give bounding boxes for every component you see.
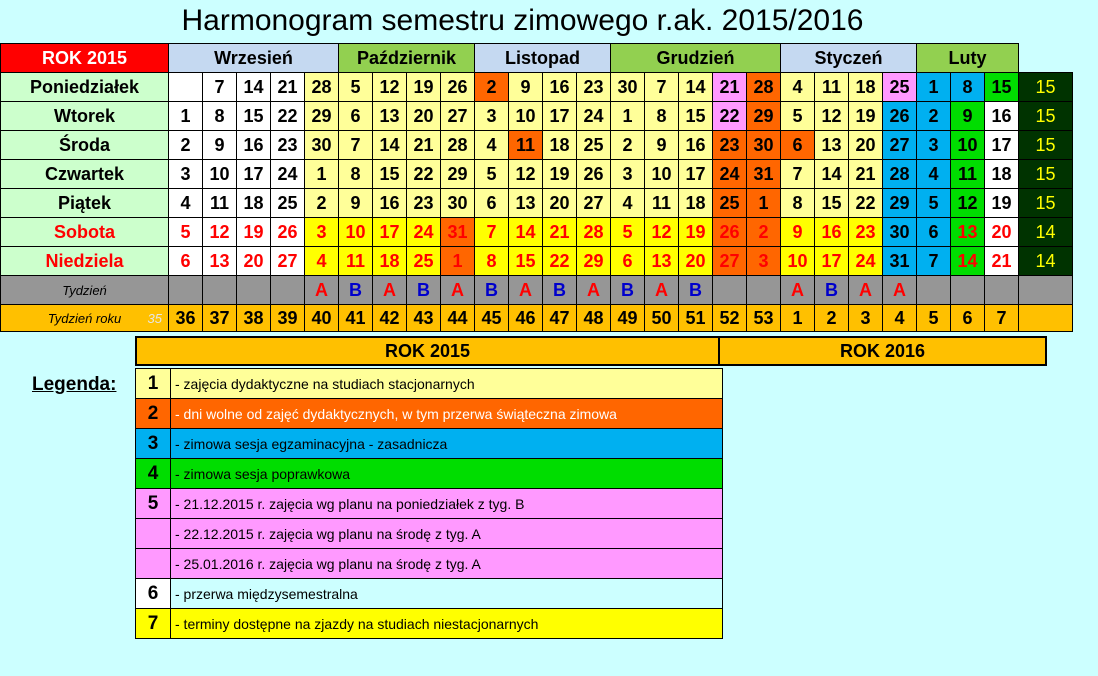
legend-text: - przerwa międzysemestralna <box>171 579 723 609</box>
day-cell: 13 <box>815 131 849 160</box>
day-cell: 31 <box>747 160 781 189</box>
day-cell: 15 <box>815 189 849 218</box>
week-type-cell: A <box>509 276 543 305</box>
day-cell: 25 <box>713 189 747 218</box>
day-cell: 28 <box>883 160 917 189</box>
day-cell: 30 <box>883 218 917 247</box>
legend-item <box>136 609 723 639</box>
day-cell: 28 <box>747 73 781 102</box>
day-row <box>1 247 1073 276</box>
day-cell: 17 <box>985 131 1019 160</box>
day-cell: 18 <box>679 189 713 218</box>
week-number-cell: 6 <box>951 305 985 332</box>
day-cell: 21 <box>713 73 747 102</box>
day-cell: 2 <box>917 102 951 131</box>
day-cell: 29 <box>883 189 917 218</box>
legend-table <box>135 368 723 639</box>
week-type-cell: A <box>577 276 611 305</box>
week-number-cell: 39 <box>271 305 305 332</box>
legend-item <box>136 369 723 399</box>
day-cell: 19 <box>237 218 271 247</box>
day-cell: 12 <box>645 218 679 247</box>
legend-item <box>136 459 723 489</box>
week-number-label <box>1 305 169 332</box>
day-cell: 20 <box>985 218 1019 247</box>
day-cell: 12 <box>373 73 407 102</box>
day-cell: 5 <box>339 73 373 102</box>
day-cell: 11 <box>815 73 849 102</box>
day-cell: 17 <box>543 102 577 131</box>
week-number-cell: 51 <box>679 305 713 332</box>
day-cell: 7 <box>475 218 509 247</box>
day-cell: 13 <box>645 247 679 276</box>
day-cell: 8 <box>339 160 373 189</box>
week-type-cell: B <box>815 276 849 305</box>
day-cell: 20 <box>849 131 883 160</box>
calendar-table <box>0 43 1073 332</box>
legend-number: 6 <box>136 579 171 609</box>
legend-text: - 22.12.2015 r. zajęcia wg planu na środę z tyg. A <box>171 519 723 549</box>
day-cell: 21 <box>849 160 883 189</box>
day-cell: 19 <box>679 218 713 247</box>
day-cell: 12 <box>951 189 985 218</box>
day-cell: 1 <box>169 102 203 131</box>
day-cell: 27 <box>883 131 917 160</box>
day-cell: 8 <box>645 102 679 131</box>
day-cell: 8 <box>475 247 509 276</box>
week-type-cell: B <box>475 276 509 305</box>
day-cell: 25 <box>271 189 305 218</box>
day-cell: 11 <box>203 189 237 218</box>
day-cell: 27 <box>577 189 611 218</box>
day-cell: 28 <box>441 131 475 160</box>
day-cell: 22 <box>849 189 883 218</box>
day-cell: 25 <box>577 131 611 160</box>
day-cell: 29 <box>577 247 611 276</box>
legend-text: - zajęcia dydaktyczne na studiach stacjonarnych <box>171 369 723 399</box>
week-number-cell: 42 <box>373 305 407 332</box>
week-type-cell <box>985 276 1019 305</box>
day-cell: 31 <box>883 247 917 276</box>
day-name: Niedziela <box>1 247 169 276</box>
day-cell: 22 <box>543 247 577 276</box>
day-cell: 19 <box>543 160 577 189</box>
day-cell: 6 <box>475 189 509 218</box>
week-number-hidden: 35 <box>147 310 162 326</box>
day-cell: 17 <box>237 160 271 189</box>
day-cell: 15 <box>237 102 271 131</box>
day-row <box>1 73 1073 102</box>
legend-item <box>136 429 723 459</box>
day-cell: 27 <box>271 247 305 276</box>
day-cell: 24 <box>849 247 883 276</box>
day-cell: 27 <box>441 102 475 131</box>
day-cell: 8 <box>781 189 815 218</box>
day-cell: 1 <box>917 73 951 102</box>
day-cell: 18 <box>985 160 1019 189</box>
day-cell: 9 <box>781 218 815 247</box>
semester-total: 15 <box>1019 102 1073 131</box>
day-cell: 2 <box>169 131 203 160</box>
week-number-cell: 45 <box>475 305 509 332</box>
day-cell: 26 <box>577 160 611 189</box>
day-cell: 30 <box>611 73 645 102</box>
week-number-cell: 3 <box>849 305 883 332</box>
legend-number: 3 <box>136 429 171 459</box>
day-cell: 22 <box>271 102 305 131</box>
day-cell: 13 <box>951 218 985 247</box>
week-number-cell: 5 <box>917 305 951 332</box>
day-cell: 21 <box>985 247 1019 276</box>
week-type-cell <box>237 276 271 305</box>
day-cell: 16 <box>237 131 271 160</box>
day-cell: 10 <box>645 160 679 189</box>
year-label: ROK 2015 <box>1 44 169 73</box>
day-cell: 3 <box>305 218 339 247</box>
day-cell: 6 <box>169 247 203 276</box>
day-cell: 16 <box>985 102 1019 131</box>
day-name: Piątek <box>1 189 169 218</box>
day-cell: 9 <box>951 102 985 131</box>
week-number-row <box>1 305 1073 332</box>
week-number-cell: 46 <box>509 305 543 332</box>
day-cell: 28 <box>305 73 339 102</box>
week-type-cell: B <box>407 276 441 305</box>
week-type-cell: B <box>339 276 373 305</box>
week-number-cell: 47 <box>543 305 577 332</box>
day-cell: 8 <box>951 73 985 102</box>
legend-text: - zimowa sesja egzaminacyjna - zasadnicza <box>171 429 723 459</box>
day-cell: 9 <box>203 131 237 160</box>
legend-text: - dni wolne od zajęć dydaktycznych, w tym przerwa świąteczna zimowa <box>171 399 723 429</box>
day-cell <box>169 73 203 102</box>
day-cell: 5 <box>917 189 951 218</box>
month-header: Styczeń <box>781 44 917 73</box>
day-cell: 21 <box>407 131 441 160</box>
day-cell: 7 <box>645 73 679 102</box>
week-number-cell: 2 <box>815 305 849 332</box>
day-cell: 11 <box>339 247 373 276</box>
day-cell: 16 <box>815 218 849 247</box>
semester-total: 14 <box>1019 247 1073 276</box>
legend-number <box>136 549 171 579</box>
day-cell: 23 <box>849 218 883 247</box>
day-cell: 14 <box>237 73 271 102</box>
month-header-row <box>1 44 1073 73</box>
day-cell: 29 <box>305 102 339 131</box>
day-cell: 24 <box>713 160 747 189</box>
day-cell: 19 <box>985 189 1019 218</box>
day-cell: 18 <box>849 73 883 102</box>
legend-item <box>136 549 723 579</box>
week-type-cell <box>271 276 305 305</box>
day-cell: 24 <box>577 102 611 131</box>
week-type-cell <box>951 276 985 305</box>
day-cell: 20 <box>543 189 577 218</box>
month-header: Październik <box>339 44 475 73</box>
day-cell: 13 <box>373 102 407 131</box>
week-type-cell: B <box>679 276 713 305</box>
week-type-blank <box>1019 276 1073 305</box>
day-cell: 11 <box>951 160 985 189</box>
day-cell: 9 <box>509 73 543 102</box>
week-number-cell: 40 <box>305 305 339 332</box>
day-cell: 25 <box>883 73 917 102</box>
legend-number: 2 <box>136 399 171 429</box>
day-cell: 30 <box>305 131 339 160</box>
day-cell: 23 <box>271 131 305 160</box>
day-cell: 4 <box>917 160 951 189</box>
week-type-cell <box>713 276 747 305</box>
day-cell: 21 <box>543 218 577 247</box>
legend-title: Legenda: <box>32 374 117 395</box>
day-cell: 1 <box>747 189 781 218</box>
month-header: Luty <box>917 44 1019 73</box>
day-cell: 31 <box>441 218 475 247</box>
legend-number: 7 <box>136 609 171 639</box>
day-cell: 6 <box>781 131 815 160</box>
day-cell: 22 <box>407 160 441 189</box>
month-header: Grudzień <box>611 44 781 73</box>
day-cell: 4 <box>781 73 815 102</box>
day-cell: 26 <box>883 102 917 131</box>
day-cell: 10 <box>781 247 815 276</box>
legend-number: 1 <box>136 369 171 399</box>
day-cell: 15 <box>373 160 407 189</box>
day-cell: 29 <box>441 160 475 189</box>
week-number-cell: 1 <box>781 305 815 332</box>
day-cell: 16 <box>679 131 713 160</box>
week-number-cell: 50 <box>645 305 679 332</box>
day-row <box>1 218 1073 247</box>
day-cell: 14 <box>815 160 849 189</box>
day-cell: 7 <box>781 160 815 189</box>
week-number-cell: 52 <box>713 305 747 332</box>
week-number-blank <box>1019 305 1073 332</box>
day-name: Wtorek <box>1 102 169 131</box>
day-cell: 12 <box>815 102 849 131</box>
week-number-cell: 7 <box>985 305 1019 332</box>
week-type-cell <box>169 276 203 305</box>
day-name: Czwartek <box>1 160 169 189</box>
day-cell: 26 <box>271 218 305 247</box>
semester-total: 15 <box>1019 160 1073 189</box>
day-cell: 10 <box>203 160 237 189</box>
day-cell: 17 <box>815 247 849 276</box>
day-cell: 13 <box>203 247 237 276</box>
legend-text: - zimowa sesja poprawkowa <box>171 459 723 489</box>
header-blank <box>1019 44 1073 73</box>
day-cell: 3 <box>747 247 781 276</box>
legend-number: 4 <box>136 459 171 489</box>
day-cell: 20 <box>407 102 441 131</box>
day-cell: 6 <box>339 102 373 131</box>
day-cell: 18 <box>373 247 407 276</box>
day-cell: 1 <box>305 160 339 189</box>
day-cell: 21 <box>271 73 305 102</box>
day-cell: 6 <box>611 247 645 276</box>
day-cell: 14 <box>679 73 713 102</box>
week-number-cell: 43 <box>407 305 441 332</box>
week-number-cell: 38 <box>237 305 271 332</box>
day-name: Sobota <box>1 218 169 247</box>
day-cell: 14 <box>509 218 543 247</box>
day-cell: 18 <box>237 189 271 218</box>
legend-item <box>136 579 723 609</box>
day-cell: 2 <box>305 189 339 218</box>
legend-item <box>136 489 723 519</box>
day-cell: 19 <box>849 102 883 131</box>
day-cell: 5 <box>781 102 815 131</box>
week-type-cell: A <box>781 276 815 305</box>
semester-total: 15 <box>1019 73 1073 102</box>
legend-item <box>136 519 723 549</box>
day-cell: 7 <box>339 131 373 160</box>
week-number-cell: 37 <box>203 305 237 332</box>
day-cell: 18 <box>543 131 577 160</box>
day-cell: 7 <box>917 247 951 276</box>
week-type-cell <box>917 276 951 305</box>
day-cell: 3 <box>611 160 645 189</box>
day-cell: 14 <box>373 131 407 160</box>
week-number-cell: 53 <box>747 305 781 332</box>
day-cell: 3 <box>917 131 951 160</box>
day-cell: 7 <box>203 73 237 102</box>
day-cell: 10 <box>509 102 543 131</box>
day-cell: 19 <box>407 73 441 102</box>
week-type-cell: A <box>883 276 917 305</box>
day-cell: 4 <box>169 189 203 218</box>
day-cell: 15 <box>679 102 713 131</box>
day-cell: 2 <box>611 131 645 160</box>
semester-total: 15 <box>1019 189 1073 218</box>
day-cell: 25 <box>407 247 441 276</box>
day-row <box>1 131 1073 160</box>
week-type-cell: A <box>305 276 339 305</box>
legend-number: 5 <box>136 489 171 519</box>
week-type-row <box>1 276 1073 305</box>
day-cell: 13 <box>509 189 543 218</box>
day-cell: 5 <box>611 218 645 247</box>
day-cell: 23 <box>577 73 611 102</box>
day-cell: 28 <box>577 218 611 247</box>
day-cell: 17 <box>373 218 407 247</box>
week-number-cell: 41 <box>339 305 373 332</box>
week-number-cell: 49 <box>611 305 645 332</box>
week-type-cell: B <box>611 276 645 305</box>
week-type-cell: A <box>373 276 407 305</box>
day-cell: 2 <box>475 73 509 102</box>
day-cell: 1 <box>611 102 645 131</box>
day-cell: 4 <box>475 131 509 160</box>
day-cell: 14 <box>951 247 985 276</box>
day-cell: 27 <box>713 247 747 276</box>
semester-total: 14 <box>1019 218 1073 247</box>
day-cell: 5 <box>169 218 203 247</box>
day-cell: 9 <box>645 131 679 160</box>
day-cell: 16 <box>373 189 407 218</box>
month-header: Wrzesień <box>169 44 339 73</box>
legend-text: - 21.12.2015 r. zajęcia wg planu na poniedziałek z tyg. B <box>171 489 723 519</box>
year-bar-2015: ROK 2015 <box>135 336 720 366</box>
day-cell: 1 <box>441 247 475 276</box>
week-number-cell: 48 <box>577 305 611 332</box>
week-number-cell: 36 <box>169 305 203 332</box>
day-cell: 24 <box>271 160 305 189</box>
week-type-cell: B <box>543 276 577 305</box>
day-cell: 30 <box>747 131 781 160</box>
day-cell: 2 <box>747 218 781 247</box>
legend-number <box>136 519 171 549</box>
legend-text: - 25.01.2016 r. zajęcia wg planu na środę z tyg. A <box>171 549 723 579</box>
legend-text: - terminy dostępne na zjazdy na studiach niestacjonarnych <box>171 609 723 639</box>
day-cell: 11 <box>645 189 679 218</box>
week-number-cell: 44 <box>441 305 475 332</box>
day-name: Poniedziałek <box>1 73 169 102</box>
day-row <box>1 189 1073 218</box>
day-cell: 23 <box>407 189 441 218</box>
day-name: Środa <box>1 131 169 160</box>
legend-item <box>136 399 723 429</box>
day-cell: 8 <box>203 102 237 131</box>
month-header: Listopad <box>475 44 611 73</box>
week-type-cell: A <box>645 276 679 305</box>
day-cell: 12 <box>509 160 543 189</box>
day-cell: 12 <box>203 218 237 247</box>
week-number-label-text: Tydzień roku <box>47 310 122 326</box>
day-cell: 11 <box>509 131 543 160</box>
day-cell: 23 <box>713 131 747 160</box>
day-row <box>1 102 1073 131</box>
day-cell: 17 <box>679 160 713 189</box>
day-cell: 20 <box>237 247 271 276</box>
day-row <box>1 160 1073 189</box>
day-cell: 22 <box>713 102 747 131</box>
day-cell: 4 <box>611 189 645 218</box>
week-type-cell <box>747 276 781 305</box>
day-cell: 30 <box>441 189 475 218</box>
page-title: Harmonogram semestru zimowego r.ak. 2015/2016 <box>181 4 864 37</box>
day-cell: 3 <box>169 160 203 189</box>
day-cell: 15 <box>985 73 1019 102</box>
week-type-cell: A <box>441 276 475 305</box>
day-cell: 10 <box>951 131 985 160</box>
day-cell: 15 <box>509 247 543 276</box>
day-cell: 20 <box>679 247 713 276</box>
day-cell: 9 <box>339 189 373 218</box>
week-type-cell <box>203 276 237 305</box>
day-cell: 29 <box>747 102 781 131</box>
day-cell: 6 <box>917 218 951 247</box>
day-cell: 10 <box>339 218 373 247</box>
day-cell: 26 <box>441 73 475 102</box>
day-cell: 4 <box>305 247 339 276</box>
day-cell: 3 <box>475 102 509 131</box>
year-bar-2016: ROK 2016 <box>718 336 1047 366</box>
day-cell: 24 <box>407 218 441 247</box>
day-cell: 26 <box>713 218 747 247</box>
week-type-label: Tydzień <box>1 276 169 305</box>
week-number-cell: 4 <box>883 305 917 332</box>
semester-total: 15 <box>1019 131 1073 160</box>
day-cell: 16 <box>543 73 577 102</box>
day-cell: 5 <box>475 160 509 189</box>
week-type-cell: A <box>849 276 883 305</box>
